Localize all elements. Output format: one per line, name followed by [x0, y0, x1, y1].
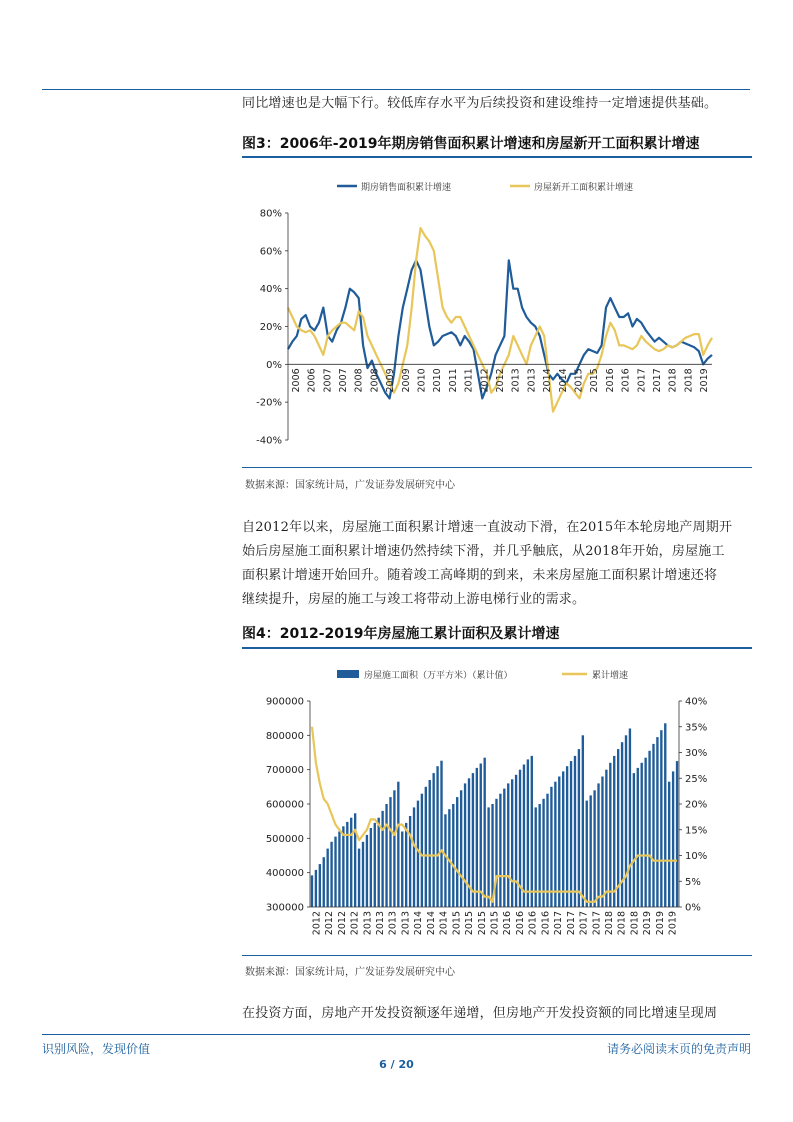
bar	[527, 759, 529, 907]
bar	[385, 804, 387, 907]
bar	[582, 735, 584, 907]
y-right-tick-label: 10%	[685, 851, 708, 862]
y-right-tick-label: 25%	[685, 773, 708, 785]
figure4-bottom-rule	[242, 955, 752, 956]
figure3-source: 数据来源：国家统计局，广发证券发展研究中心	[245, 480, 455, 491]
bar	[617, 749, 619, 907]
bar	[440, 761, 442, 907]
bar	[660, 730, 662, 907]
bar	[644, 758, 646, 907]
bar	[480, 764, 482, 908]
bar	[578, 749, 580, 907]
bar	[601, 777, 603, 908]
y-left-tick-label: 900000	[265, 696, 304, 708]
bar	[550, 787, 552, 907]
bar	[593, 790, 595, 907]
footer-rule	[42, 1034, 750, 1035]
body-line-3: 面积累计增速开始回升。随着竣工高峰期的到来，未来房屋施工面积累计增速还将	[242, 568, 718, 583]
bar	[641, 763, 643, 907]
x-tick-label: 2009	[400, 368, 412, 393]
bar	[350, 818, 352, 907]
bar	[378, 818, 380, 907]
bar	[436, 766, 438, 907]
header-rule	[42, 89, 750, 90]
x-tick-label: 2006	[306, 368, 318, 393]
bar	[354, 813, 356, 907]
bar	[637, 768, 639, 907]
x-tick-label: 2016	[540, 911, 552, 936]
bar	[401, 832, 403, 908]
bar	[460, 790, 462, 907]
bar	[338, 832, 340, 908]
x-tick-label: 2018	[629, 911, 641, 936]
bar	[613, 756, 615, 907]
x-tick-label: 2007	[337, 368, 349, 393]
x-tick-label: 2010	[416, 368, 428, 393]
x-tick-label: 2016	[527, 911, 539, 936]
bar	[311, 875, 313, 907]
bar	[562, 771, 564, 907]
bar	[374, 823, 376, 907]
footer-slogan: 识别风险，发现价值	[42, 1042, 151, 1056]
x-tick-label: 2008	[369, 368, 381, 393]
page-number: 6 / 20	[379, 1058, 414, 1071]
bar	[362, 842, 364, 907]
y-left-tick-label: 800000	[265, 730, 304, 742]
x-tick-label: 2014	[413, 911, 425, 936]
x-tick-label: 2013	[387, 911, 399, 936]
bar	[558, 777, 560, 908]
y-left-tick-label: 700000	[265, 765, 304, 777]
figure4-source: 数据来源：国家统计局，广发证券发展研究中心	[245, 967, 455, 978]
figure4-title: 图4：2012-2019年房屋施工累计面积及累计增速	[242, 626, 560, 642]
bar	[574, 756, 576, 907]
x-tick-label: 2016	[502, 911, 514, 936]
bar	[425, 787, 427, 907]
x-tick-label: 2012	[311, 911, 323, 936]
x-tick-label: 2019	[699, 368, 711, 393]
bar	[652, 744, 654, 907]
legend-label-1: 房屋新开工面积累计增速	[534, 183, 634, 193]
y-right-tick-label: 5%	[685, 876, 701, 888]
bar	[531, 756, 533, 907]
bar	[334, 837, 336, 907]
footer-disclaimer-link[interactable]: 请务必阅读末页的免责声明	[606, 1042, 751, 1056]
x-tick-label: 2012	[324, 911, 336, 936]
bar	[444, 814, 446, 907]
x-tick-label: 2017	[578, 911, 590, 936]
bar	[432, 773, 434, 907]
bar	[358, 849, 360, 907]
y-right-tick-label: 35%	[685, 722, 708, 734]
x-tick-label: 2018	[667, 368, 679, 393]
y-right-tick-label: 20%	[685, 799, 708, 811]
bar	[323, 857, 325, 907]
x-tick-label: 2016	[620, 368, 632, 393]
bar	[625, 735, 627, 907]
x-tick-label: 2015	[464, 911, 476, 936]
bar	[499, 794, 501, 907]
y-tick-label: -20%	[256, 397, 282, 409]
legend-label-bars: 房屋施工面积（万平方米）（累计值）	[364, 671, 513, 681]
x-tick-label: 2013	[362, 911, 374, 936]
x-tick-label: 2011	[447, 368, 459, 393]
x-tick-label: 2019	[654, 911, 666, 936]
bar	[397, 782, 399, 907]
body-line-1: 自2012年以来，房屋施工面积累计增速一直波动下滑，在2015年本轮房地产周期开	[242, 520, 733, 535]
bar	[413, 807, 415, 907]
x-tick-label: 2014	[425, 911, 437, 936]
bar	[452, 804, 454, 907]
x-tick-label: 2012	[336, 911, 348, 936]
y-left-tick-label: 500000	[265, 833, 304, 845]
bar	[570, 761, 572, 907]
bar	[629, 729, 631, 908]
legend-swatch-bars	[337, 670, 359, 678]
bar	[421, 794, 423, 907]
x-tick-label: 2013	[374, 911, 386, 936]
bar	[633, 773, 635, 907]
bar	[456, 797, 458, 907]
x-tick-label: 2013	[526, 368, 538, 393]
intro-paragraph: 同比增速也是大幅下行。较低库存水平为后续投资和建设维持一定增速提供基础。	[242, 96, 718, 111]
y-left-tick-label: 300000	[265, 902, 304, 914]
bar	[389, 797, 391, 907]
bar	[597, 783, 599, 907]
bar	[366, 835, 368, 907]
x-tick-label: 2006	[290, 368, 302, 393]
y-tick-label: 60%	[259, 246, 282, 258]
x-tick-label: 2017	[636, 368, 648, 393]
bar	[319, 864, 321, 907]
y-tick-label: 0%	[266, 359, 282, 371]
x-tick-label: 2011	[463, 368, 475, 393]
y-tick-label: 20%	[259, 322, 282, 333]
y-tick-label: 80%	[259, 208, 282, 220]
legend-label-line: 累计增速	[592, 671, 629, 681]
bar	[370, 828, 372, 907]
bar	[676, 761, 678, 907]
bar	[523, 765, 525, 908]
bar	[648, 751, 650, 907]
bar	[315, 870, 317, 907]
y-right-tick-label: 30%	[685, 748, 708, 759]
y-tick-label: 40%	[259, 284, 282, 296]
x-tick-label: 2015	[451, 911, 463, 936]
bar	[429, 780, 431, 907]
x-tick-label: 2016	[514, 911, 526, 936]
bar	[664, 723, 666, 907]
x-tick-label: 2018	[604, 911, 616, 936]
bar	[507, 783, 509, 907]
bar	[546, 794, 548, 907]
bar	[487, 807, 489, 907]
figure4-chart	[242, 655, 752, 950]
bar	[476, 768, 478, 907]
figure4-top-rule	[242, 647, 752, 649]
x-tick-label: 2015	[573, 368, 585, 393]
bar	[605, 770, 607, 907]
x-tick-label: 2009	[385, 368, 397, 393]
y-right-tick-label: 0%	[685, 902, 701, 914]
bar	[668, 782, 670, 907]
x-tick-label: 2015	[589, 368, 601, 393]
x-tick-label: 2013	[400, 911, 412, 936]
x-tick-label: 2017	[591, 911, 603, 936]
x-tick-label: 2014	[438, 911, 450, 936]
bar	[381, 811, 383, 907]
bar	[472, 773, 474, 907]
x-tick-label: 2019	[642, 911, 654, 936]
y-tick-label: -40%	[256, 435, 282, 447]
x-tick-label: 2017	[652, 368, 664, 393]
bar	[409, 816, 411, 907]
x-tick-label: 2012	[495, 368, 506, 393]
x-tick-label: 2013	[510, 368, 522, 393]
figure3-legend	[337, 181, 633, 193]
bar	[511, 779, 513, 907]
bar	[503, 789, 505, 907]
figure4-legend	[337, 669, 628, 681]
bar	[405, 823, 407, 907]
x-tick-label: 2016	[604, 368, 616, 393]
bar	[393, 790, 395, 907]
x-tick-label: 2015	[476, 911, 488, 936]
bar	[586, 801, 588, 907]
y-right-tick-label: 15%	[685, 825, 708, 837]
x-tick-label: 2017	[553, 911, 565, 936]
bar	[554, 782, 556, 907]
x-tick-label: 2018	[683, 368, 695, 393]
x-tick-label: 2017	[565, 911, 577, 936]
bar	[672, 771, 674, 907]
x-tick-label: 2014	[542, 368, 554, 393]
y-right-tick-label: 40%	[685, 696, 708, 708]
x-tick-label: 2019	[667, 911, 679, 936]
y-left-tick-label: 600000	[265, 799, 304, 811]
bar	[330, 842, 332, 907]
figure3-bottom-rule	[242, 467, 752, 468]
bar	[566, 766, 568, 907]
bar	[495, 799, 497, 907]
y-left-tick-label: 400000	[265, 868, 304, 880]
body-line-4: 继续提升，房屋的施工与竣工将带动上游电梯行业的需求。	[242, 592, 586, 607]
figure3-chart	[242, 165, 752, 465]
legend-label-0: 期房销售面积累计增速	[361, 183, 452, 193]
bar	[656, 737, 658, 907]
bar	[342, 826, 344, 907]
body-line-2: 始后房屋施工面积累计增速仍然持续下滑，并几乎触底，从2018年开始，房屋施工	[242, 544, 725, 559]
bar	[326, 849, 328, 907]
bar	[515, 775, 517, 907]
bar	[484, 758, 486, 907]
x-tick-label: 2015	[489, 911, 501, 936]
closing-paragraph: 在投资方面，房地产开发投资额逐年递增，但房地产开发投资额的同比增速呈现周	[242, 1006, 718, 1021]
x-tick-label: 2018	[616, 911, 628, 936]
x-tick-label: 2007	[322, 368, 334, 393]
x-tick-label: 2014	[557, 368, 569, 393]
x-tick-label: 2012	[479, 368, 491, 393]
x-tick-label: 2010	[432, 368, 444, 393]
figure3-title: 图3：2006年-2019年期房销售面积累计增速和房屋新开工面积累计增速	[242, 136, 700, 152]
bar	[609, 763, 611, 907]
bar	[417, 801, 419, 907]
x-tick-label: 2012	[349, 911, 361, 936]
x-tick-label: 2008	[353, 368, 365, 393]
bar	[464, 783, 466, 907]
figure3-top-rule	[242, 156, 752, 158]
bar	[590, 795, 592, 907]
